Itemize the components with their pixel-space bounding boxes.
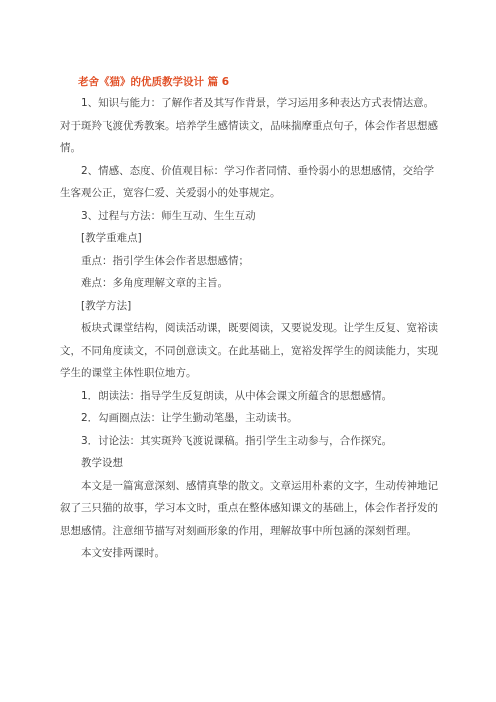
heading-teaching-methods: [教学方法] (81, 299, 132, 312)
paragraph-key-point: 重点：指引学生体会作者思想感情； (81, 254, 249, 267)
paragraph-difficult-point: 难点：多角度理解文章的主旨。 (81, 277, 228, 289)
paragraph-process-method: 3、过程与方法：师生互动、生生互动 (81, 209, 256, 222)
document-title: 老舍《猫》的优质教学设计 篇 6 (78, 76, 230, 88)
document-body (60, 92, 442, 565)
heading-teaching-design: 教学设想 (81, 457, 123, 469)
paragraph-method-reading: 1．朗读法：指导学生反复朗读，从中体会课文所蕴含的思想感情。 (81, 389, 393, 402)
heading-key-difficult-points: [教学重难点] (81, 232, 142, 244)
paragraph-class-structure: 板块式课堂结构，阅读活动课，既要阅读，又要说发现。让学生反复、宽裕读文，不同角度读文，不同创意读文。在此基础上，宽裕发挥学生的阅读能力，实现学生的课堂主体性职位地方。 (60, 322, 438, 379)
paragraph-method-marking: 2．勾画圈点法：让学生勤动笔墨，主动读书。 (81, 412, 298, 424)
paragraph-text-overview: 本文是一篇寓意深刻、感情真挚的散文。文章运用朴素的文字，生动传神地记叙了三只猫的故事，学习本文时，重点在整体感知课文的基础上，体会作者抒发的思想感情。注意细节描写对刻画形象的作用，理解故事中所包涵的深刻哲理。 (60, 479, 438, 537)
paragraph-emotion-values: 2、情感、态度、价值观目标：学习作者同情、垂怜弱小的思想感情，交给学生客观公正，宽容仁爱、关爱弱小的处事规定。 (60, 164, 435, 199)
paragraph-method-discussion: 3．讨论法：其实斑羚飞渡说课稿。指引学生主动参与，合作探究。 (81, 434, 393, 447)
paragraph-lesson-count: 本文安排两课时。 (81, 547, 165, 559)
paragraph-knowledge-ability: 1、知识与能力：了解作者及其写作背景，学习运用多种表达方式表情达意。对于斑羚飞渡优秀教案。培养学生感情读文，品味揣摩重点句子，体会作者思想感情。 (60, 97, 438, 154)
